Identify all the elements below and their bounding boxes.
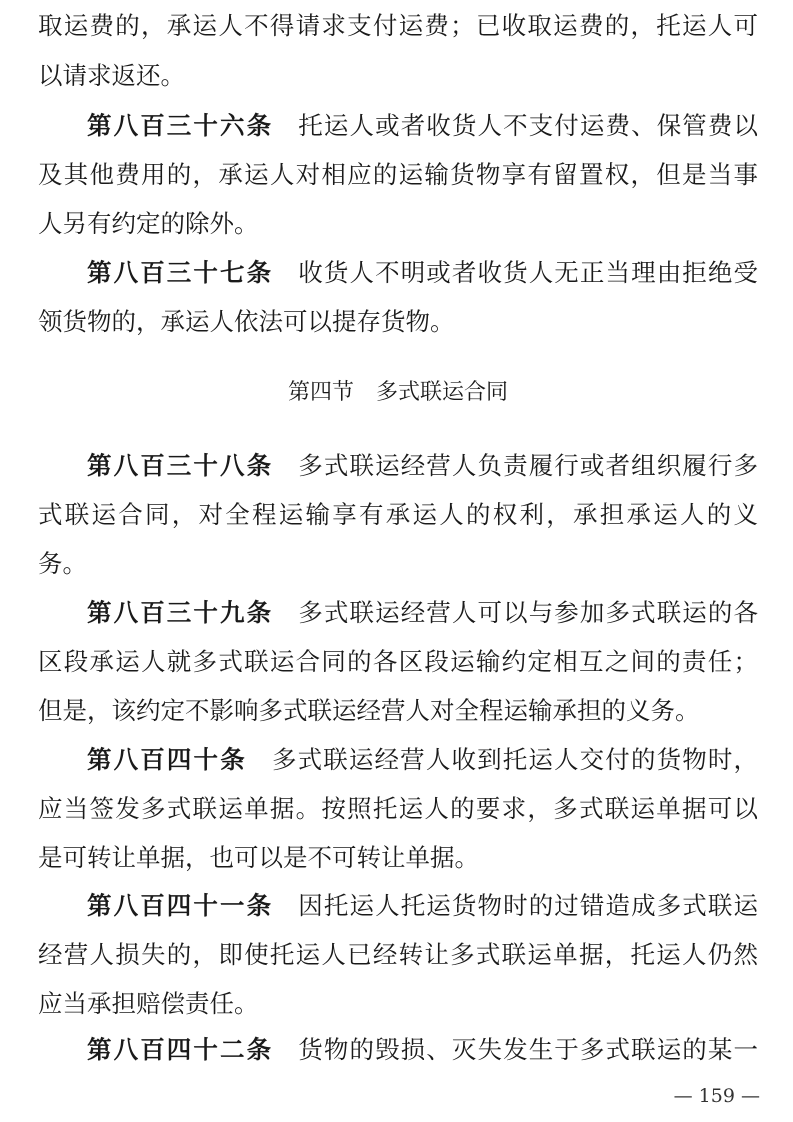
article-836-first-line [87,106,758,146]
text-line: 取运费的，承运人不得请求支付运费；已收取运费的，托运人可 [38,11,758,40]
article-837-first-line [87,253,758,293]
article-840-first-line [87,740,758,780]
text-line: 务。 [38,549,87,578]
text-line: 区段承运人就多式联运合同的各区段运输约定相互之间的责任； [38,647,758,676]
article-number: 第八百四十一条 [87,891,274,920]
article-number: 第八百三十七条 [87,258,274,287]
article-838-first-line [87,446,758,486]
text-line: 但是，该约定不影响多式联运经营人对全程运输承担的义务。 [38,696,700,725]
article-number: 第八百三十八条 [87,451,274,480]
article-number: 第八百三十六条 [87,111,274,140]
article-842-first-line [87,1030,758,1070]
text-line: 及其他费用的，承运人对相应的运输货物享有留置权，但是当事 [38,160,758,189]
article-841-first-line [87,886,758,926]
article-text: 多式联运经营人负责履行或者组织履行多 [297,451,759,480]
text-line: 以请求返还。 [38,61,185,90]
article-text: 托运人或者收货人不支付运费、保管费以 [297,111,759,140]
article-text: 收货人不明或者收货人无正当理由拒绝受 [297,258,759,287]
text-line: 经营人损失的，即使托运人已经转让多式联运单据，托运人仍然 [38,940,758,969]
article-text: 货物的毁损、灭失发生于多式联运的某一 [297,1035,759,1064]
section-title: 第四节 多式联运合同 [287,380,508,405]
article-839-first-line [87,593,758,633]
text-line: 应当签发多式联运单据。按照托运人的要求，多式联运单据可以 [38,794,758,823]
text-line: 式联运合同，对全程运输享有承运人的权利，承担承运人的义 [38,500,758,529]
article-number: 第八百四十条 [87,745,247,774]
text-line: 是可转让单据，也可以是不可转让单据。 [38,843,479,872]
text-line: 应当承担赔偿责任。 [38,989,259,1018]
text-line: 领货物的，承运人依法可以提存货物。 [38,307,455,336]
article-number: 第八百四十二条 [87,1035,274,1064]
page-number: — 159 — [673,1085,760,1107]
article-text: 多式联运经营人收到托运人交付的货物时， [270,745,759,774]
article-text: 因托运人托运货物时的过错造成多式联运 [297,891,759,920]
article-text: 多式联运经营人可以与参加多式联运的各 [297,598,759,627]
text-line: 人另有约定的除外。 [38,209,259,238]
article-number: 第八百三十九条 [87,598,274,627]
